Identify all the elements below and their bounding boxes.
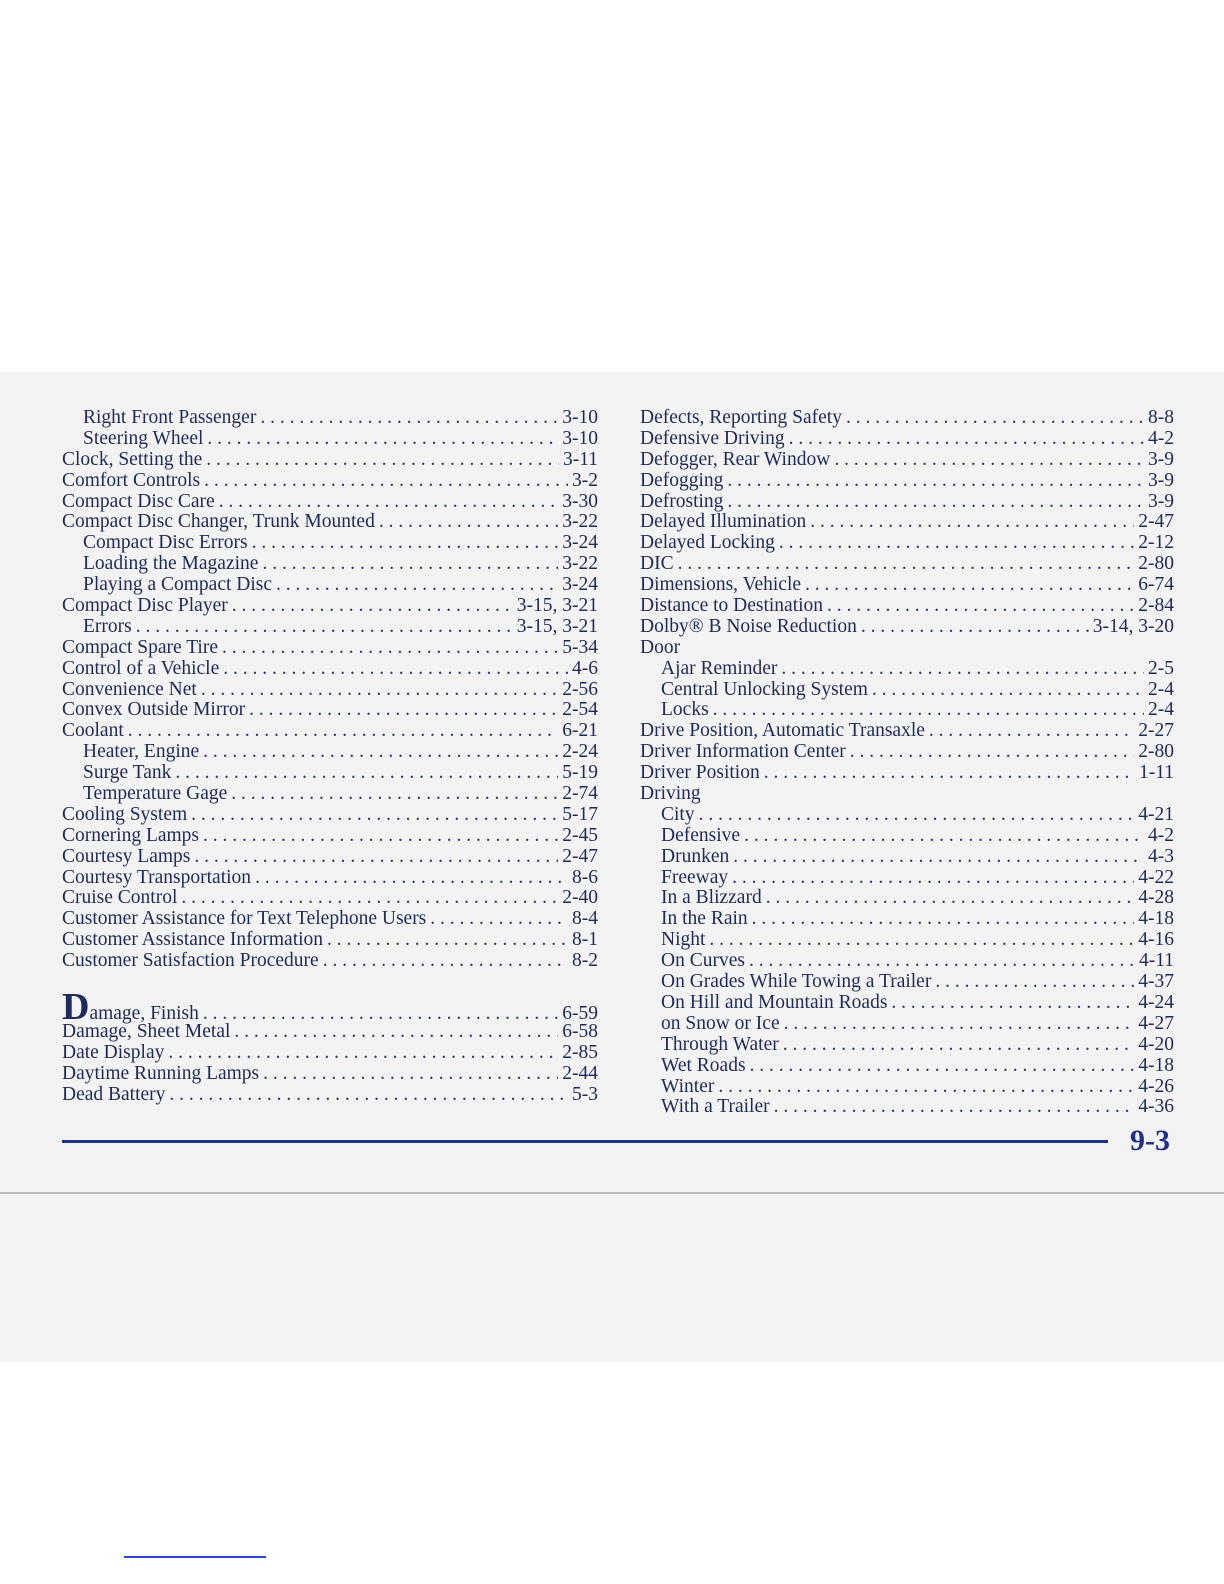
entry-label: Coolant: [62, 720, 124, 742]
entry-page-ref: 2-40: [562, 887, 598, 909]
entry-page-ref: 4-22: [1138, 866, 1174, 888]
dot-leader: [323, 951, 568, 972]
dot-leader: [781, 659, 1144, 680]
dot-leader: [732, 868, 1134, 889]
dot-leader: [789, 429, 1144, 450]
index-subentry: [62, 408, 598, 429]
entry-label: In the Rain: [661, 908, 748, 930]
dot-leader: [733, 847, 1144, 868]
entry-page-ref: 4-2: [1148, 427, 1174, 449]
entry-label: Defensive Driving: [640, 427, 785, 449]
dot-leader: [252, 533, 559, 554]
entry-label: Comfort Controls: [62, 469, 201, 491]
entry-label: With a Trailer: [661, 1096, 770, 1118]
entry-label: Driver Position: [640, 762, 760, 784]
entry-label: Courtesy Transportation: [62, 866, 252, 888]
entry-label: Distance to Destination: [640, 595, 824, 617]
entry-page-ref: 8-4: [572, 908, 598, 930]
dot-leader: [231, 784, 558, 805]
entry-label: Errors: [83, 615, 132, 637]
entry-page-ref: 8-8: [1148, 407, 1174, 428]
index-entry: [640, 471, 1174, 492]
index-entry: [62, 847, 598, 868]
entry-page-ref: 4-3: [1148, 845, 1174, 867]
entry-label: Driver Information Center: [640, 741, 846, 763]
entry-page-ref: 1-11: [1138, 762, 1174, 784]
section-gap: [62, 972, 598, 992]
entry-page-ref: 2-80: [1138, 741, 1174, 763]
dot-leader: [207, 429, 558, 450]
index-entry: [62, 450, 598, 471]
dot-leader: [232, 596, 513, 617]
entry-page-ref: 3-30: [562, 490, 598, 512]
dot-leader: [206, 450, 559, 471]
index-entry: [640, 596, 1174, 617]
entry-page-ref: 2-54: [562, 699, 598, 721]
entry-label: Customer Assistance for Text Telephone Users: [62, 908, 427, 930]
entry-label: In a Blizzard: [661, 887, 762, 909]
entry-page-ref: 5-3: [572, 1083, 598, 1105]
entry-page-ref: 5-19: [562, 762, 598, 784]
entry-label: Door: [640, 636, 681, 658]
entry-page-ref: 2-84: [1138, 595, 1174, 617]
dot-leader: [766, 888, 1135, 909]
entry-page-ref: 4-2: [1148, 824, 1174, 846]
entry-label: Drive Position, Automatic Transaxle: [640, 720, 925, 742]
dot-leader: [774, 1097, 1135, 1118]
dot-leader: [203, 826, 558, 847]
dot-leader: [128, 721, 559, 742]
dot-leader: [834, 450, 1144, 471]
entry-label: on Snow or Ice: [661, 1012, 780, 1034]
dot-leader: [935, 972, 1134, 993]
index-subentry: [640, 847, 1174, 868]
index-column-left: [62, 408, 598, 1106]
entry-label: Clock, Setting the: [62, 448, 203, 470]
entry-label: Daytime Running Lamps: [62, 1062, 260, 1084]
index-subentry: [62, 554, 598, 575]
entry-label: Compact Disc Care: [62, 490, 215, 512]
dot-leader: [709, 930, 1134, 951]
entry-label: Damage, Sheet Metal: [62, 1021, 231, 1043]
entry-label: Courtesy Lamps: [62, 845, 191, 867]
entry-label: Date Display: [62, 1041, 165, 1063]
index-entry: [62, 951, 598, 972]
dot-leader: [201, 680, 558, 701]
index-entry: [62, 1022, 598, 1043]
index-entry: [640, 763, 1174, 784]
dot-leader: [929, 721, 1134, 742]
entry-label: Control of a Vehicle: [62, 657, 220, 679]
dot-leader: [262, 554, 558, 575]
index-subentry: [62, 533, 598, 554]
entry-page-ref: 2-74: [562, 783, 598, 805]
entry-page-ref: 3-9: [1148, 469, 1174, 491]
dot-leader: [222, 638, 558, 659]
entry-label: Defrosting: [640, 490, 724, 512]
entry-label: Right Front Passenger: [83, 407, 257, 428]
entry-label: Winter: [661, 1075, 715, 1097]
index-entry: [640, 429, 1174, 450]
index-entry: [62, 1085, 598, 1106]
entry-label: Through Water: [661, 1033, 779, 1055]
entry-page-ref: 2-4: [1148, 678, 1174, 700]
index-entry: [640, 638, 1174, 659]
dot-leader: [255, 868, 568, 889]
entry-page-ref: 3-14, 3-20: [1092, 615, 1174, 637]
index-entry: [62, 805, 598, 826]
entry-label: Drunken: [661, 845, 730, 867]
entry-page-ref: 3-22: [562, 511, 598, 533]
index-subentry: [640, 972, 1174, 993]
index-entry: [62, 721, 598, 742]
index-entry: [62, 888, 598, 909]
entry-page-ref: 4-16: [1138, 929, 1174, 951]
dot-leader: [846, 408, 1144, 429]
index-subentry: [640, 700, 1174, 721]
entry-page-ref: 4-36: [1138, 1096, 1174, 1118]
dot-leader: [749, 951, 1135, 972]
entry-page-ref: 2-85: [562, 1041, 598, 1063]
entry-page-ref: 4-18: [1138, 908, 1174, 930]
entry-page-ref: 2-47: [562, 845, 598, 867]
index-entry: [62, 826, 598, 847]
entry-page-ref: 2-44: [562, 1062, 598, 1084]
entry-label: Convenience Net: [62, 678, 197, 700]
dot-leader: [850, 742, 1134, 763]
entry-label: Compact Disc Player: [62, 595, 228, 617]
entry-label: Loading the Magazine: [83, 553, 259, 575]
entry-label: Convex Outside Mirror: [62, 699, 246, 721]
entry-label: Customer Satisfaction Procedure: [62, 950, 319, 972]
dot-leader: [249, 700, 558, 721]
entry-label: DIC: [640, 553, 674, 575]
index-entry: [62, 700, 598, 721]
index-subentry: [640, 888, 1174, 909]
entry-label: Dead Battery: [62, 1083, 166, 1105]
entry-page-ref: 6-58: [562, 1021, 598, 1043]
entry-label: Compact Spare Tire: [62, 636, 218, 658]
index-subentry: [640, 951, 1174, 972]
entry-page-ref: 5-34: [562, 636, 598, 658]
entry-label: On Curves: [661, 950, 745, 972]
dot-leader: [713, 700, 1144, 721]
entry-label: Playing a Compact Disc: [83, 574, 273, 596]
index-subentry: [62, 429, 598, 450]
entry-label: Central Unlocking System: [661, 678, 868, 700]
dot-leader: [175, 763, 558, 784]
index-entry: [640, 450, 1174, 471]
entry-page-ref: 4-27: [1138, 1012, 1174, 1034]
entry-page-ref: 2-4: [1148, 699, 1174, 721]
entry-page-ref: 2-56: [562, 678, 598, 700]
dot-leader: [379, 512, 558, 533]
entry-label: Locks: [661, 699, 709, 721]
entry-label: Defects, Reporting Safety: [640, 407, 842, 428]
dot-leader: [430, 909, 568, 930]
dot-leader: [784, 1014, 1135, 1035]
entry-label: Delayed Locking: [640, 532, 775, 554]
entry-label: On Grades While Towing a Trailer: [661, 971, 932, 993]
index-entry: [640, 554, 1174, 575]
entry-page-ref: 2-5: [1148, 657, 1174, 679]
dot-leader: [219, 492, 559, 513]
entry-label: Steering Wheel: [83, 427, 204, 449]
index-subentry: [62, 763, 598, 784]
dot-leader: [276, 575, 558, 596]
dot-leader: [194, 847, 558, 868]
dot-leader: [805, 575, 1134, 596]
entry-label: Freeway: [661, 866, 729, 888]
index-entry: [62, 596, 598, 617]
entry-page-ref: 2-24: [562, 741, 598, 763]
entry-label: Defogger, Rear Window: [640, 448, 831, 470]
index-entry: [62, 512, 598, 533]
entry-page-ref: 4-20: [1138, 1033, 1174, 1055]
dot-leader: [744, 826, 1144, 847]
entry-label: On Hill and Mountain Roads: [661, 991, 888, 1013]
dot-leader: [891, 993, 1134, 1014]
dot-leader: [260, 408, 558, 429]
index-entry: [62, 492, 598, 513]
dot-leader: [181, 888, 558, 909]
index-entry: [62, 1064, 598, 1085]
index-subentry: [640, 826, 1174, 847]
entry-page-ref: 4-37: [1138, 971, 1174, 993]
index-entry: [640, 742, 1174, 763]
entry-label: Temperature Gage: [83, 783, 228, 805]
index-subentry: [62, 742, 598, 763]
entry-page-ref: 8-2: [572, 950, 598, 972]
dot-leader: [263, 1064, 558, 1085]
entry-label: Driving: [640, 783, 701, 805]
dot-leader: [678, 554, 1135, 575]
index-entry: [62, 868, 598, 889]
entry-page-ref: 2-27: [1138, 720, 1174, 742]
dot-leader: [203, 742, 558, 763]
dot-leader: [327, 930, 568, 951]
entry-page-ref: 3-10: [562, 407, 598, 428]
index-subentry: [640, 805, 1174, 826]
entry-page-ref: 6-74: [1138, 574, 1174, 596]
entry-page-ref: 8-1: [572, 929, 598, 951]
index-subentry: [62, 784, 598, 805]
entry-page-ref: 4-21: [1138, 803, 1174, 825]
dot-leader: [752, 909, 1135, 930]
entry-page-ref: 3-10: [562, 427, 598, 449]
entry-label: Defensive: [661, 824, 741, 846]
entry-label: Compact Disc Errors: [83, 532, 248, 554]
entry-page-ref: 6-21: [562, 720, 598, 742]
dot-leader: [136, 617, 513, 638]
entry-page-ref: 6-59: [562, 1003, 598, 1025]
dot-leader: [191, 805, 558, 826]
index-subentry: [640, 1056, 1174, 1077]
entry-page-ref: 2-12: [1138, 532, 1174, 554]
entry-label: Defogging: [640, 469, 724, 491]
dot-leader: [872, 680, 1144, 701]
entry-label: Cornering Lamps: [62, 824, 200, 846]
dot-leader: [699, 805, 1135, 826]
entry-page-ref: 3-15, 3-21: [516, 595, 598, 617]
index-entry: [640, 408, 1174, 429]
index-entry: [640, 784, 1174, 805]
entry-page-ref: 3-9: [1148, 448, 1174, 470]
dot-leader: [727, 492, 1144, 513]
bottom-link-underline: [124, 1556, 266, 1558]
entry-page-ref: 3-22: [562, 553, 598, 575]
index-entry: [62, 986, 598, 1029]
index-entry: [62, 680, 598, 701]
entry-page-ref: 2-45: [562, 824, 598, 846]
section-letter: D: [62, 986, 90, 1029]
entry-page-ref: 4-26: [1138, 1075, 1174, 1097]
index-subentry: [640, 659, 1174, 680]
index-entry: [640, 533, 1174, 554]
page-number: 9-3: [1130, 1124, 1170, 1157]
dot-leader: [168, 1043, 558, 1064]
index-subentry: [640, 680, 1174, 701]
entry-label: Customer Assistance Information: [62, 929, 324, 951]
entry-page-ref: 3-9: [1148, 490, 1174, 512]
entry-label: Heater, Engine: [83, 741, 200, 763]
dot-leader: [764, 763, 1135, 784]
entry-label: City: [661, 803, 695, 825]
index-subentry: [640, 1097, 1174, 1118]
entry-page-ref: 2-47: [1138, 511, 1174, 533]
entry-page-ref: 3-24: [562, 574, 598, 596]
index-entry: [640, 492, 1174, 513]
dot-leader: [783, 1035, 1135, 1056]
entry-label: Surge Tank: [83, 762, 172, 784]
entry-label: Night: [661, 929, 706, 951]
index-subentry: [640, 868, 1174, 889]
dot-leader: [223, 659, 568, 680]
entry-page-ref: 5-17: [562, 803, 598, 825]
index-entry: [62, 1043, 598, 1064]
index-entry: [62, 909, 598, 930]
index-entry: [640, 721, 1174, 742]
index-subentry: [62, 575, 598, 596]
dot-leader: [810, 512, 1134, 533]
entry-page-ref: 8-6: [572, 866, 598, 888]
index-column-right: [640, 408, 1174, 1118]
page-edge-divider: [0, 1192, 1224, 1194]
index-entry: [62, 930, 598, 951]
index-subentry: [640, 1077, 1174, 1098]
entry-label: Cruise Control: [62, 887, 178, 909]
entry-page-ref: 4-18: [1138, 1054, 1174, 1076]
dot-leader: [727, 471, 1144, 492]
dot-leader: [827, 596, 1134, 617]
index-entry: [62, 471, 598, 492]
entry-page-ref: 3-2: [572, 469, 598, 491]
index-entry: [640, 512, 1174, 533]
index-entry: [640, 575, 1174, 596]
footer-rule: [62, 1140, 1108, 1143]
entry-page-ref: 3-11: [562, 448, 598, 470]
entry-label: Cooling System: [62, 803, 188, 825]
entry-label-rest: amage, Finish: [89, 1003, 199, 1025]
entry-label: Wet Roads: [661, 1054, 746, 1076]
entry-label: Compact Disc Changer, Trunk Mounted: [62, 511, 375, 533]
index-entry: [62, 638, 598, 659]
dot-leader: [861, 617, 1089, 638]
entry-page-ref: 4-11: [1138, 950, 1174, 972]
entry-page-ref: 3-24: [562, 532, 598, 554]
entry-label: Ajar Reminder: [661, 657, 778, 679]
index-entry: [640, 617, 1174, 638]
entry-page-ref: 4-6: [572, 657, 598, 679]
dot-leader: [234, 1022, 558, 1043]
entry-label: Dimensions, Vehicle: [640, 574, 802, 596]
entry-page-ref: 3-15, 3-21: [516, 615, 598, 637]
dot-leader: [204, 471, 568, 492]
entry-page-ref: 4-24: [1138, 991, 1174, 1013]
index-entry: [62, 659, 598, 680]
index-subentry: [640, 1035, 1174, 1056]
dot-leader: [169, 1085, 568, 1106]
index-subentry: [62, 617, 598, 638]
index-subentry: [640, 993, 1174, 1014]
index-subentry: [640, 909, 1174, 930]
index-subentry: [640, 1014, 1174, 1035]
entry-page-ref: 4-28: [1138, 887, 1174, 909]
dot-leader: [779, 533, 1134, 554]
dot-leader: [718, 1077, 1134, 1098]
entry-page-ref: 2-80: [1138, 553, 1174, 575]
dot-leader: [750, 1056, 1135, 1077]
entry-label: Dolby® B Noise Reduction: [640, 615, 857, 637]
index-subentry: [640, 930, 1174, 951]
entry-label: Delayed Illumination: [640, 511, 807, 533]
